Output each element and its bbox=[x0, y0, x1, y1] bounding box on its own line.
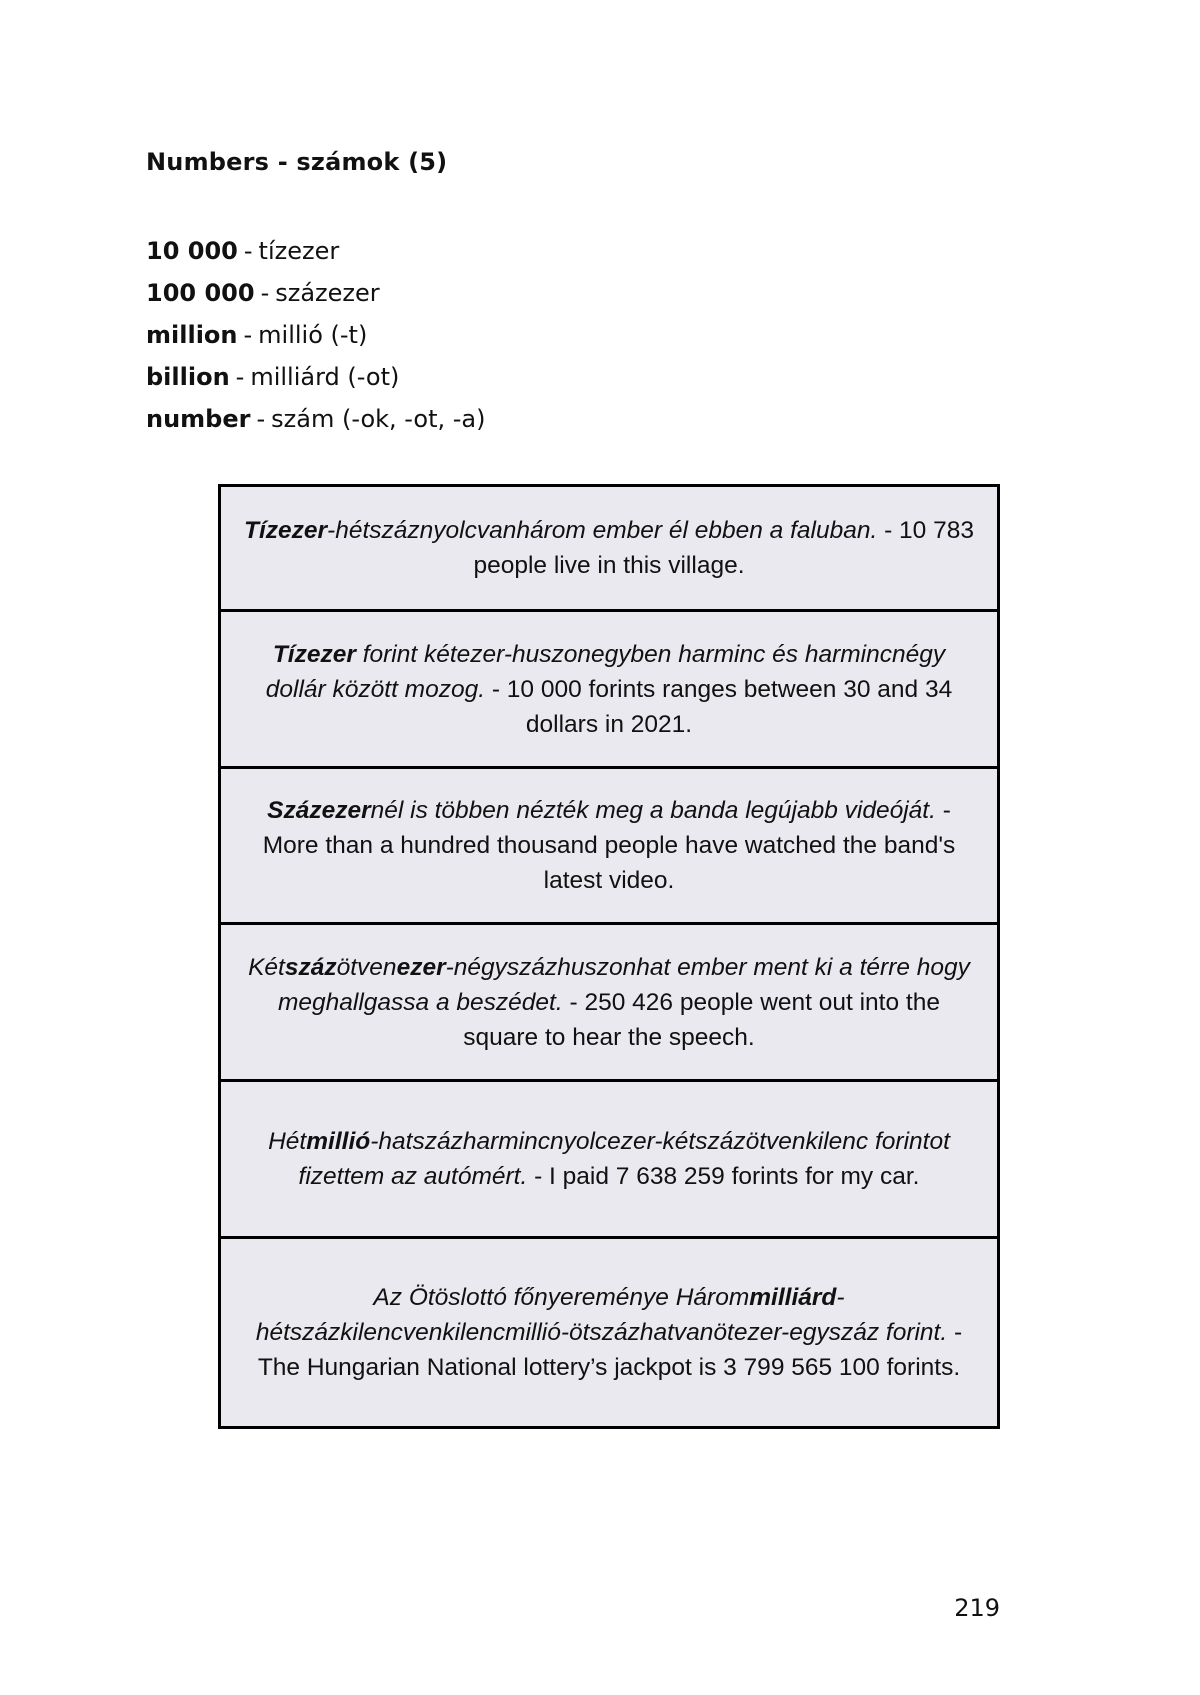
example-sentence bbox=[243, 950, 975, 1055]
example-sentence-row bbox=[221, 925, 997, 1082]
bold-number-word: millió bbox=[306, 1128, 371, 1155]
example-sentence bbox=[243, 793, 975, 898]
vocabulary-translation: millió (-t) bbox=[258, 321, 368, 349]
sentence-text-part: ötven bbox=[336, 953, 397, 981]
example-sentence bbox=[243, 1124, 975, 1194]
example-sentence-row bbox=[221, 612, 997, 769]
vocabulary-separator: - bbox=[256, 405, 266, 433]
hungarian-sentence bbox=[256, 1284, 947, 1346]
vocabulary-term: 100 000 bbox=[146, 279, 255, 307]
vocabulary-item bbox=[146, 230, 485, 272]
vocabulary-separator: - bbox=[243, 321, 253, 349]
vocabulary-item bbox=[146, 272, 485, 314]
example-sentence-row bbox=[221, 1082, 997, 1239]
english-translation: - 250 426 people went out into the square to hear the speech. bbox=[463, 988, 940, 1051]
example-sentence bbox=[243, 637, 975, 742]
vocabulary-item bbox=[146, 314, 485, 356]
example-sentence bbox=[243, 513, 975, 583]
sentence-text-part: -négyszázhuszonhat ember ment ki a térre hogy meghallgassa a beszédet. bbox=[278, 953, 970, 1016]
sentence-text-part: nél is többen nézték meg a banda legújabb videóját. bbox=[370, 797, 936, 824]
vocabulary-translation: szám (-ok, -ot, -a) bbox=[271, 405, 486, 433]
vocabulary-translation: milliárd (-ot) bbox=[250, 363, 400, 391]
bold-number-word: ezer bbox=[396, 953, 446, 981]
vocabulary-term: number bbox=[146, 405, 251, 433]
vocabulary-term: billion bbox=[146, 363, 230, 391]
vocabulary-separator: - bbox=[243, 237, 253, 265]
example-sentence bbox=[243, 1280, 975, 1385]
vocabulary-separator: - bbox=[235, 363, 245, 391]
bold-number-word: milliárd bbox=[749, 1284, 837, 1311]
vocabulary-translation: tízezer bbox=[258, 237, 340, 265]
vocabulary-item bbox=[146, 398, 485, 440]
bold-number-word: Százezer bbox=[267, 797, 371, 824]
page-number: 219 bbox=[954, 1594, 1000, 1622]
vocabulary-item bbox=[146, 356, 485, 398]
vocabulary-translation: százezer bbox=[275, 279, 380, 307]
page-title: Numbers - számok (5) bbox=[146, 148, 448, 176]
english-translation: - The Hungarian National lottery’s jackpot is 3 799 565 100 forints. bbox=[257, 1319, 963, 1381]
sentence-text-part: Az Ötöslottó főnyereménye Három bbox=[373, 1284, 750, 1311]
sentence-text-part: forint kétezer-huszonegyben harminc és harmincnégy dollár között mozog. bbox=[265, 640, 946, 703]
example-sentence-row bbox=[221, 487, 997, 612]
hungarian-sentence bbox=[244, 517, 877, 544]
example-sentence-row bbox=[221, 1239, 997, 1426]
bold-number-word: Tízezer bbox=[272, 640, 356, 668]
sentence-text-part: -hétszázkilencvenkilencmillió-ötszázhatvanötezer-egyszáz forint. bbox=[255, 1284, 948, 1346]
english-translation: - 10 000 forints ranges between 30 and 34 dollars in 2021. bbox=[485, 675, 953, 738]
vocabulary-separator: - bbox=[260, 279, 270, 307]
english-translation: - More than a hundred thousand people have watched the band's latest video. bbox=[262, 797, 956, 894]
sentence-text-part: -hatszázharmincnyolcezer-kétszázötvenkilenc forintot fizettem az autómért. bbox=[298, 1128, 950, 1190]
sentence-text-part: Hét bbox=[268, 1128, 307, 1155]
english-translation: - 10 783 people live in this village. bbox=[473, 517, 974, 579]
vocabulary-term: 10 000 bbox=[146, 237, 238, 265]
example-sentences-table bbox=[218, 484, 1000, 1429]
bold-number-word: száz bbox=[284, 953, 337, 981]
sentence-text-part: -hétszáznyolcvanhárom ember él ebben a faluban. bbox=[327, 517, 878, 544]
english-translation: - I paid 7 638 259 forints for my car. bbox=[527, 1163, 920, 1190]
hungarian-sentence bbox=[267, 797, 936, 824]
vocabulary-term: million bbox=[146, 321, 238, 349]
example-sentence-row bbox=[221, 769, 997, 925]
bold-number-word: Tízezer bbox=[243, 517, 328, 544]
sentence-text-part: Két bbox=[248, 953, 285, 981]
vocabulary-list bbox=[146, 230, 485, 440]
